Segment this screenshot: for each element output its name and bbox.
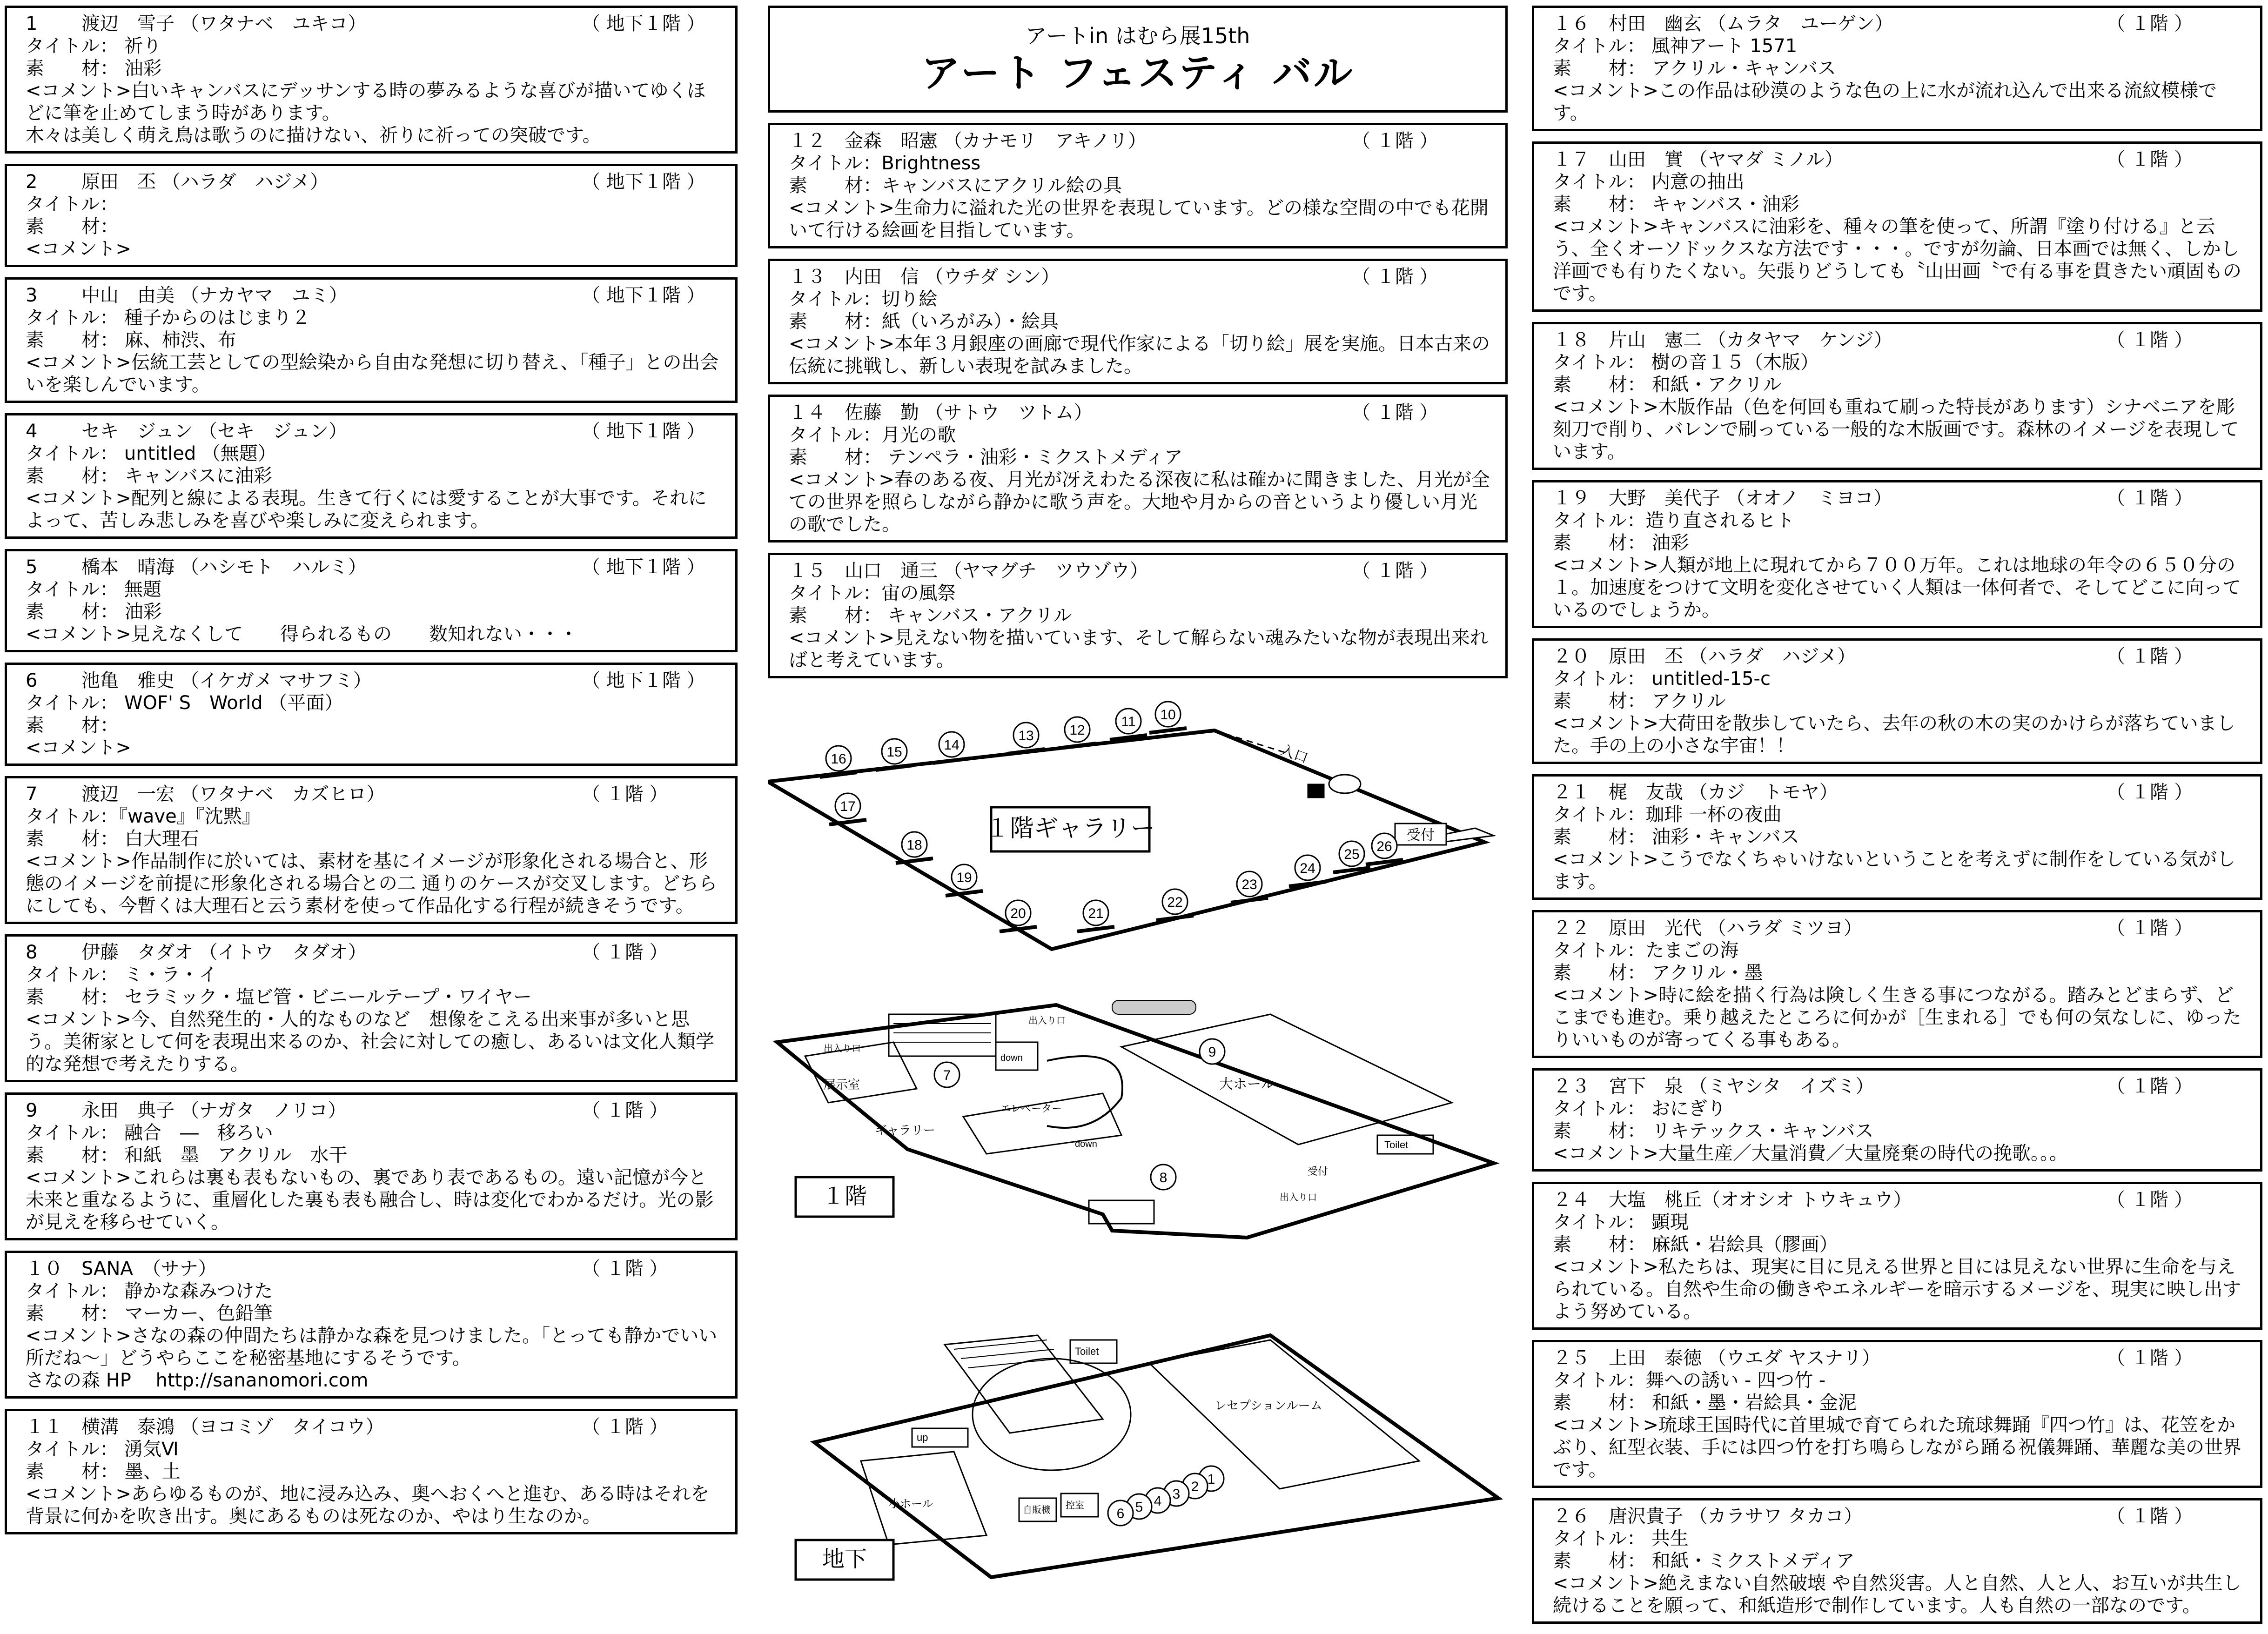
entry-number: ２３ <box>1553 1076 1590 1097</box>
artist-comment: <コメント>配列と線による表現。生きて行くには愛することが大事です。それによって、苦しみ悲しみを喜びや楽しみに変えられます。 <box>26 488 707 531</box>
artist-comment: <コメント>大荷田を散歩していたら、去年の秋の木の実のかけらが落ちていました。手の上の小さな宇宙！！ <box>1553 713 2235 757</box>
artist-comment: <コメント> <box>26 737 132 758</box>
entry-number: 2 <box>26 171 38 193</box>
artist-name: 橋本 晴海 （ハシモト ハルミ） <box>81 556 367 578</box>
entry-header <box>26 171 721 193</box>
entry-header <box>26 556 721 578</box>
floor-label: （ １階 ） <box>1352 402 1438 423</box>
entry-header <box>26 783 721 805</box>
floor-label: （ １階 ） <box>582 784 668 805</box>
artwork-title: タイトル： 共生 <box>1553 1528 1689 1549</box>
artwork-title: タイトル：造り直されるヒト <box>1553 510 1795 531</box>
artwork-title: タイトル：Brightness <box>789 153 981 174</box>
floor-label: （ １階 ） <box>2107 1076 2193 1097</box>
entry-header <box>1553 13 2246 35</box>
floor-label: （ １階 ） <box>2107 149 2193 170</box>
artwork-material: 素 材： 油彩 <box>26 601 162 623</box>
artist-comment: <コメント>見えなくして 得られるもの 数知れない・・・ <box>26 623 578 645</box>
floor-label: （ １階 ） <box>2107 13 2193 34</box>
basement-toilet: Toilet <box>1075 1346 1099 1357</box>
entry-header <box>1553 329 2246 351</box>
entry-number: 3 <box>26 285 38 306</box>
artist-name: 原田 丕 （ハラダ ハジメ） <box>1609 646 1856 667</box>
artwork-material: 素 材： <box>26 715 119 736</box>
artist-name: 片山 憲二 （カタヤマ ケンジ） <box>1609 329 1892 351</box>
floor-label: （ １階 ） <box>582 942 668 963</box>
floor1-exit-2: 出入り口 <box>824 1044 861 1054</box>
entry-header <box>26 1258 721 1280</box>
entry-header <box>26 284 721 307</box>
artist-name: 山田 實 （ヤマダ ミノル） <box>1609 149 1843 170</box>
basement-vending: 自販機 <box>1023 1505 1051 1515</box>
comment-extra: さなの森 HP http://sananomori.com <box>26 1370 369 1391</box>
artist-entry <box>5 164 738 267</box>
artwork-number: 9 <box>1208 1045 1216 1060</box>
gallery-entrance-label: 入口 <box>1278 742 1310 767</box>
entry-header <box>26 941 721 964</box>
artist-comment: <コメント>生命力に溢れた光の世界を表現しています。どの様な空間の中でも花開いて行ける絵画を目指しています。 <box>789 197 1489 241</box>
artist-entry <box>5 1409 738 1534</box>
artwork-number: 12 <box>1069 723 1085 738</box>
artwork-title: タイトル： 樹の音１５（木版） <box>1553 352 1819 373</box>
artwork-material: 素 材： キャンバス・アクリル <box>789 605 1072 626</box>
entry-number: ２４ <box>1553 1189 1590 1211</box>
artwork-number: 21 <box>1088 906 1104 921</box>
floor-maps-svg <box>768 689 1508 1582</box>
artist-comment: <コメント>琉球王国時代に首里城で育てられた琉球舞踊『四つ竹』は、花笠をかぶり、紅型衣装、手には四つ竹を打ち鳴らしながら踊る祝儀舞踊、華麗な美の世界です。 <box>1553 1414 2241 1480</box>
artist-comment: <コメント>本年３月銀座の画廊で現代作家による「切り絵」展を実施。日本古来の伝統に挑戦し、新しい表現を試みました。 <box>789 333 1490 377</box>
entry-header <box>789 266 1491 288</box>
floor-label: （ １階 ） <box>2107 646 2193 667</box>
artist-name: 永田 典子 （ナガタ ノリコ） <box>81 1100 347 1121</box>
artwork-number: 13 <box>1018 728 1034 743</box>
floor1-down-1: down <box>1000 1053 1023 1063</box>
artist-name: 上田 泰徳 （ウエダ ヤスナリ） <box>1609 1347 1880 1369</box>
floor1-elevator: エレベーター <box>1000 1103 1062 1114</box>
artwork-title: タイトル： untitled-15-c <box>1553 668 1771 690</box>
artwork-number: 26 <box>1376 839 1392 854</box>
floor1-exit-3: 出入り口 <box>1280 1192 1317 1203</box>
artist-entry <box>5 1251 738 1399</box>
floor-label: （ 地下１階 ） <box>582 421 705 442</box>
entry-header <box>1553 1075 2246 1098</box>
artist-comment: <コメント>私たちは、現実に目に見える世界と目には見えない世界に生命を与えられている。自然や生命の働きやエネルギーを暗示するメージを、現実に映し出すよう努めている。 <box>1553 1256 2241 1322</box>
artwork-material: 素 材： アクリル・墨 <box>1553 962 1763 984</box>
artwork-material: 素 材： 油彩 <box>1553 532 1689 554</box>
artist-entry <box>1532 638 2262 764</box>
entry-header <box>26 1416 721 1438</box>
artist-entry <box>768 553 1508 678</box>
entry-number: ２０ <box>1553 646 1590 667</box>
artist-entry <box>5 934 738 1082</box>
basement-up: up <box>917 1432 928 1443</box>
artist-entry <box>5 663 738 766</box>
artist-name: 梶 友哉 （カジ トモヤ） <box>1609 782 1838 803</box>
entry-number: １８ <box>1553 329 1590 351</box>
floor-label: （ １階 ） <box>2107 782 2193 803</box>
artist-name: 唐沢貴子 （カラサワ タカコ） <box>1609 1506 1863 1527</box>
entry-header <box>1553 487 2246 509</box>
artwork-title: タイトル： 祈り <box>26 35 161 57</box>
artist-comment: <コメント>この作品は砂漠のような色の上に水が流れ込んで出来る流紋模様です。 <box>1553 80 2217 124</box>
artwork-material: 素 材： アクリル・キャンバス <box>1553 58 1836 79</box>
artist-comment: <コメント>キャンバスに油彩を、種々の筆を使って、所謂『塗り付ける』と云う、全くオーソドックスな方法です・・・。ですが勿論、日本画では無く、しかし洋画でも有りたくない。矢張りどうしても〝山田画〝で有る事を貫きたい頑固ものです。 <box>1553 216 2241 304</box>
artist-entry <box>768 395 1508 542</box>
festival-title-box <box>768 6 1508 113</box>
artwork-number: 25 <box>1344 847 1360 862</box>
entry-number: １４ <box>789 402 826 423</box>
entry-header <box>26 420 721 442</box>
festival-title: アート フェスティ バル <box>921 50 1355 96</box>
floor1-toilet: Toilet <box>1384 1139 1409 1151</box>
artist-name: 伊藤 タダオ （イトウ タダオ） <box>81 942 367 963</box>
artwork-material: 素 材： 白大理石 <box>26 828 199 850</box>
artwork-title: タイトル： おにぎり <box>1553 1098 1726 1119</box>
artwork-number: 5 <box>1135 1500 1143 1515</box>
gallery-reception-label: 受付 <box>1407 828 1435 843</box>
artwork-number: 2 <box>1191 1479 1199 1494</box>
entry-number: 6 <box>26 670 38 691</box>
entry-header <box>1553 781 2246 804</box>
artwork-number: 15 <box>886 744 902 760</box>
floor-label: （ 地下１階 ） <box>582 670 705 691</box>
artwork-number: 16 <box>831 751 846 767</box>
floor-label: （ １階 ） <box>582 1258 668 1279</box>
floor-label: （ 地下１階 ） <box>582 171 705 193</box>
artist-comment: <コメント>あらゆるものが、地に浸み込み、奥へおくへと進む、ある時はそれを背景に何かを吹き出す。奥にあるものは死なのか、やはり生なのか。 <box>26 1483 710 1527</box>
entry-number: 9 <box>26 1100 38 1121</box>
floor-label: （ １階 ） <box>2107 1506 2193 1527</box>
floor-label: （ 地下１階 ） <box>582 285 705 306</box>
artist-comment: <コメント> <box>26 238 132 260</box>
entry-number: 5 <box>26 556 38 578</box>
artist-entry <box>5 1092 738 1240</box>
artist-comment: <コメント>大量生産／大量消費／大量廃棄の時代の挽歌。。。 <box>1553 1143 2068 1164</box>
entry-header <box>1553 645 2246 668</box>
artist-entry <box>1532 322 2262 470</box>
artist-entry <box>5 549 738 652</box>
artwork-title: タイトル：たまごの海 <box>1553 940 1739 961</box>
artwork-number: 22 <box>1167 895 1183 910</box>
artwork-title: タイトル：宙の風祭 <box>789 583 956 604</box>
comment-extra: 木々は美しく萌え鳥は歌うのに描けない、祈りに祈っての突破です。 <box>26 125 601 146</box>
artist-entry <box>1532 1498 2262 1624</box>
entry-number: １０ <box>26 1258 63 1279</box>
artwork-material: 素 材： アクリル <box>1553 690 1726 712</box>
artist-comment: <コメント>時に絵を描く行為は険しく生きる事につながる。踏みとどまらず、どこまでも進む。乗り越えたところに何かが［生まれる］でも何の気なしに、ゆったりいいものが寄ってくる事もある。 <box>1553 984 2241 1051</box>
artist-comment: <コメント>白いキャンバスにデッサンする時の夢みるような喜びが描いてゆくほどに筆を止めてしまう時があります。 <box>26 80 706 124</box>
artwork-material: 素 材： 麻紙・岩絵具（膠画） <box>1553 1234 1838 1255</box>
artwork-number: 10 <box>1160 707 1176 723</box>
floor-label: （ １階 ） <box>2107 917 2193 939</box>
artist-name: 原田 光代 （ハラダ ミツヨ） <box>1609 917 1863 939</box>
floor1-down-2: down <box>1075 1139 1097 1149</box>
floor-label: （ １階 ） <box>1352 130 1438 152</box>
artist-comment: <コメント>人類が地上に現れてから７００万年。これは地球の年令の６５０分の１。加速度をつけて文明を変化させていく人類は一体何者で、そしてどこに向っているのでしょうか。 <box>1553 555 2241 621</box>
entry-header <box>789 560 1491 582</box>
entry-number: １５ <box>789 560 826 582</box>
entry-number: １２ <box>789 130 826 152</box>
artist-name: 大野 美代子 （オオノ ミヨコ） <box>1609 488 1892 509</box>
basement-label: 地下 <box>822 1547 867 1572</box>
artwork-number: 14 <box>944 737 960 753</box>
artist-name: 渡辺 雪子 （ワタナベ ユキコ） <box>81 13 367 34</box>
artwork-number: 6 <box>1116 1506 1125 1521</box>
artwork-title: タイトル：月光の歌 <box>789 424 956 446</box>
artwork-title: タイトル： 無題 <box>26 579 161 600</box>
artist-entry <box>1532 6 2262 131</box>
artwork-number: 4 <box>1154 1493 1162 1509</box>
entry-header <box>1553 1189 2246 1211</box>
entry-header <box>26 1099 721 1122</box>
artist-comment: <コメント>今、自然発生的・人的なものなど 想像をこえる出来事が多いと思う。美術家として何を表現出来るのか、社会に対しての癒し、あるいは文化人類学的な発想で考えたりする。 <box>26 1009 714 1075</box>
artwork-number: 3 <box>1172 1487 1181 1502</box>
floor-label: （ １階 ） <box>582 1416 668 1438</box>
artist-name: 金森 昭憲 （カナモリ アキノリ） <box>845 130 1147 152</box>
artwork-title: タイトル： 顕現 <box>1553 1212 1689 1233</box>
gallery-map <box>768 702 1494 949</box>
artwork-material: 素 材： 油彩 <box>26 58 162 79</box>
middle-entries <box>768 123 1508 678</box>
artwork-title: タイトル： 種子からのはじまり２ <box>26 307 310 328</box>
column-right <box>1532 6 2262 1634</box>
artwork-material: 素 材： セラミック・塩ビ管・ビニールテープ・ワイヤー <box>26 986 532 1008</box>
entry-header <box>1553 148 2246 171</box>
artwork-number: 23 <box>1241 877 1257 892</box>
entry-header <box>1553 917 2246 939</box>
artist-comment: <コメント>木版作品（色を何回も重ねて刷った特長があります）シナベニアを彫刻刀で削り、バレンで刷っている一般的な木版画です。森林のイメージを表現しています。 <box>1553 396 2239 462</box>
basement-map <box>796 1335 1498 1580</box>
artwork-title: タイトル： 風神アート 1571 <box>1553 35 1798 57</box>
entry-header <box>26 670 721 692</box>
artwork-title: タイトル： ミ・ラ・イ <box>26 964 217 985</box>
artist-name: 佐藤 勤 （サトウ ツトム） <box>845 402 1093 423</box>
entry-number: １６ <box>1553 13 1590 34</box>
artwork-number: 1 <box>1207 1472 1215 1487</box>
artwork-material: 素 材： 和紙・ミクストメディア <box>1553 1550 1855 1572</box>
artist-name: 村田 幽玄 （ムラタ ユーゲン） <box>1609 13 1893 34</box>
artwork-material: 素 材： キャンバスに油彩 <box>26 465 272 487</box>
artist-name: 池亀 雅史 （イケガメ マサフミ） <box>81 670 372 691</box>
entry-number: ２６ <box>1553 1506 1590 1527</box>
artist-comment: <コメント>こうでなくちゃいけないということを考えずに制作をしている気がします。 <box>1553 849 2236 892</box>
entry-number: 8 <box>26 942 38 963</box>
artist-entry <box>1532 910 2262 1058</box>
floor1-label: １階 <box>822 1184 867 1209</box>
artist-entry <box>768 123 1508 248</box>
floor1-reception: 受付 <box>1308 1165 1329 1177</box>
artwork-title: タイトル： 融合 ― 移ろい <box>26 1122 273 1144</box>
artist-name: 原田 丕 （ハラダ ハジメ） <box>81 171 329 193</box>
artist-comment: <コメント>春のある夜、月光が冴えわたる深夜に私は確かに聞きました、月光が全ての世界を照らしながら静かに歌う声を。大地や月からの音というより優しい月光の歌でした。 <box>789 469 1490 535</box>
artwork-number: 17 <box>840 799 856 814</box>
floor-label: （ １階 ） <box>2107 329 2193 351</box>
artist-entry <box>5 277 738 403</box>
artwork-number: 24 <box>1300 861 1315 876</box>
artist-name: 内田 信 （ウチダ シン） <box>845 266 1060 288</box>
entry-header <box>789 402 1491 424</box>
artist-name: SANA （サナ） <box>81 1258 217 1279</box>
entry-header <box>26 13 721 35</box>
basement-small-hall: 小ホール <box>889 1498 933 1510</box>
artwork-material: 素 材： 和紙・アクリル <box>1553 374 1782 395</box>
artist-name: 横溝 泰鴻 （ヨコミゾ タイコウ） <box>81 1416 384 1438</box>
artist-comment: <コメント>さなの森の仲間たちは静かな森を見つけました。「とっても静かでいい所だね～」どうやらここを秘密基地にするそうです。 <box>26 1325 718 1369</box>
floor-label: （ １階 ） <box>2107 1347 2193 1369</box>
artwork-number: 18 <box>906 837 922 853</box>
artwork-material: 素 材： テンペラ・油彩・ミクストメディア <box>789 447 1183 468</box>
floor1-room-exhibit: 展示室 <box>824 1078 860 1092</box>
entry-number: 4 <box>26 421 38 442</box>
artist-entry <box>1532 141 2262 312</box>
floor-label: （ １階 ） <box>582 1100 668 1121</box>
artwork-number: 8 <box>1159 1170 1168 1185</box>
basement-reception-room: レセプションルーム <box>1215 1399 1322 1413</box>
artwork-material: 素 材： キャンバス・油彩 <box>1553 194 1799 215</box>
artist-entry <box>5 413 738 539</box>
floor1-exit-1: 出入り口 <box>1028 1016 1066 1026</box>
floor-label: （ １階 ） <box>1352 560 1438 582</box>
artwork-material: 素 材： 墨、土 <box>26 1461 181 1482</box>
gallery-label: １階ギャラリー <box>985 815 1155 842</box>
artist-name: セキ ジュン （セキ ジュン） <box>81 421 348 442</box>
entry-header <box>789 130 1491 152</box>
artwork-number: 20 <box>1010 906 1026 921</box>
artwork-material: 素 材： 麻、柿渋、布 <box>26 329 236 351</box>
artwork-number: 19 <box>956 870 972 885</box>
artwork-material: 素 材：キャンバスにアクリル絵の具 <box>789 175 1122 196</box>
floor-maps <box>768 689 1508 1582</box>
artwork-title: タイトル：『wave』『沈黙』 <box>26 806 261 827</box>
artwork-material: 素 材： 和紙・墨・岩絵具・金泥 <box>1553 1392 1857 1413</box>
artist-entry <box>1532 1182 2262 1330</box>
artist-comment: <コメント>これらは裏も表もないもの、裏であり表であるもの。遠い記憶が今と未来と重なるように、重層化した裏も表も融合し、時は変化でわかるだけ。光の影が見えを移らせていく。 <box>26 1167 714 1233</box>
artwork-material: 素 材：紙（いろがみ）・絵具 <box>789 311 1059 332</box>
floor-label: （ 地下１階 ） <box>582 13 705 34</box>
artist-entry <box>1532 1068 2262 1172</box>
floor1-room-hall: 大ホール <box>1219 1077 1275 1092</box>
artist-comment: <コメント>伝統工芸としての型絵染から自由な発想に切り替え、「種子」との出会いを楽しんでいます。 <box>26 352 719 395</box>
floor-label: （ １階 ） <box>1352 266 1438 288</box>
artwork-title: タイトル： <box>26 194 119 215</box>
entry-number: ２１ <box>1553 782 1590 803</box>
artwork-position-bar <box>1149 728 1187 733</box>
artwork-title: タイトル： 内意の抽出 <box>1553 171 1745 193</box>
column-middle <box>768 6 1508 1582</box>
artwork-title: タイトル： 湧気Ⅵ <box>26 1439 179 1460</box>
floor-label: （ １階 ） <box>2107 488 2193 509</box>
artist-entry <box>1532 774 2262 900</box>
basement-green-room: 控室 <box>1066 1500 1084 1511</box>
artist-entry <box>5 6 738 154</box>
entry-number: 7 <box>26 784 38 805</box>
artist-comment: <コメント>見えない物を描いています、そして解らない魂みたいな物が表現出来ればと考えています。 <box>789 627 1489 671</box>
artist-comment: <コメント>作品制作に於いては、素材を基にイメージが形象化される場合と、形態のイメージを前提に形象化される場合との二 通りのケースが交叉します。どちらにしても、今暫くは大理石と云う素材を使って作品化する行程が続きそうです。 <box>26 850 718 917</box>
artwork-title: タイトル：舞への誘い - 四つ竹 - <box>1553 1370 1826 1391</box>
artwork-number: 7 <box>943 1068 951 1083</box>
artwork-material: 素 材： <box>26 216 119 237</box>
artist-entry <box>1532 1340 2262 1488</box>
artwork-title: タイトル： WOF' S World （平面） <box>26 692 343 714</box>
entry-header <box>1553 1347 2246 1369</box>
artist-comment: <コメント>絶えまない自然破壊 や自然災害。人と自然、人と人、お互いが共生し続けることを願って、和紙造形で制作しています。人も自然の一部なのです。 <box>1553 1573 2241 1616</box>
floor1-room-gallery: ギャラリー <box>875 1123 936 1137</box>
artist-name: 宮下 泉 （ミヤシタ イズミ） <box>1609 1076 1874 1097</box>
artwork-material: 素 材： 油彩・キャンバス <box>1553 826 1799 848</box>
artwork-title: タイトル：珈琲 一杯の夜曲 <box>1553 804 1782 825</box>
artist-entry <box>5 776 738 924</box>
floor1-map <box>777 1000 1494 1238</box>
festival-subtitle: アートin はむら展15th <box>1025 23 1250 48</box>
entry-number: ２２ <box>1553 917 1590 939</box>
artwork-material: 素 材： マーカー、色鉛筆 <box>26 1303 273 1324</box>
artist-name: 渡辺 一宏 （ワタナベ カズヒロ） <box>81 784 385 805</box>
artist-name: 大塩 桃丘（オオシオ トウキュウ） <box>1609 1189 1912 1211</box>
entry-number: １１ <box>26 1416 63 1438</box>
floor-label: （ １階 ） <box>2107 1189 2193 1211</box>
column-left <box>5 6 738 1545</box>
entry-header <box>1553 1505 2246 1527</box>
artwork-material: 素 材： 和紙 墨 アクリル 水干 <box>26 1145 348 1166</box>
entry-number: １９ <box>1553 488 1590 509</box>
artwork-title: タイトル：切り絵 <box>789 288 938 310</box>
artist-name: 中山 由美 （ナカヤマ ユミ） <box>81 285 348 306</box>
artwork-title: タイトル： 静かな森みつけた <box>26 1280 273 1302</box>
artist-entry <box>768 259 1508 384</box>
artist-name: 山口 通三 （ヤマグチ ツウゾウ） <box>845 560 1148 582</box>
floor-label: （ 地下１階 ） <box>582 556 705 578</box>
entry-number: ２５ <box>1553 1347 1590 1369</box>
artwork-material: 素 材： リキテックス・キャンバス <box>1553 1120 1874 1142</box>
artwork-number: 11 <box>1121 714 1136 730</box>
entry-number: １３ <box>789 266 826 288</box>
artwork-title: タイトル： untitled （無題） <box>26 443 276 464</box>
entry-number: 1 <box>26 13 38 34</box>
artist-entry <box>1532 480 2262 628</box>
entry-number: １７ <box>1553 149 1590 170</box>
